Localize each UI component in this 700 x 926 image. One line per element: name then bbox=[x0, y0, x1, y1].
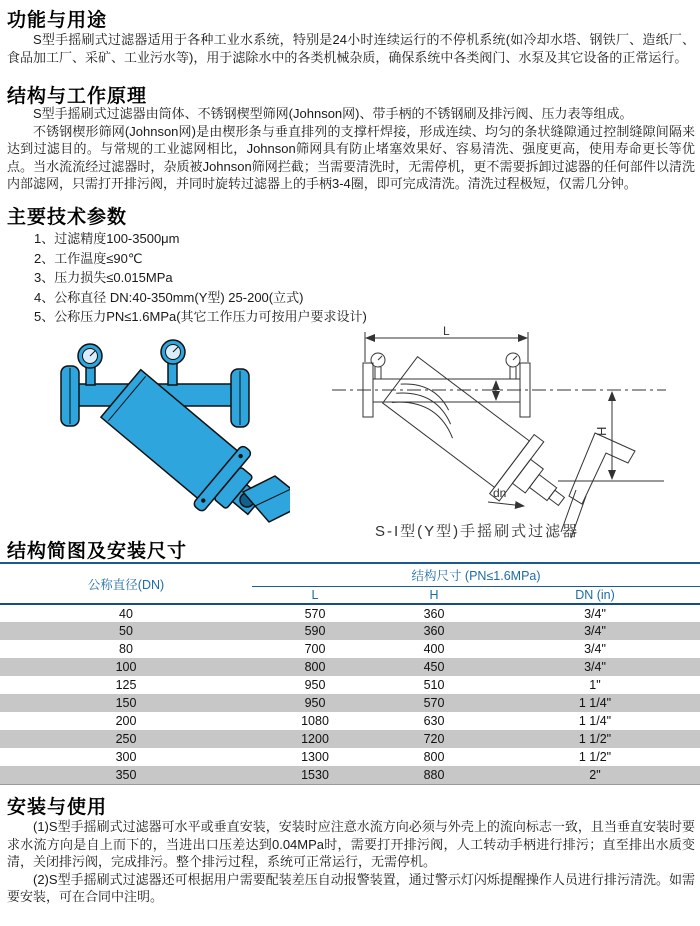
table-cell: 400 bbox=[423, 642, 445, 656]
dim-label-L: L bbox=[443, 324, 450, 338]
table-row bbox=[0, 622, 700, 640]
table-row bbox=[0, 766, 700, 784]
table-cell: 80 bbox=[119, 642, 133, 656]
table-cell: 3/4" bbox=[584, 642, 606, 656]
table-cell: 100 bbox=[115, 660, 137, 674]
function-text: S型手摇刷式过滤器适用于各种工业水系统，特别是24小时连续运行的不停机系统(如冷却水塔、钢铁厂、造纸厂、食品加工厂、采矿、工业污水等)，用于滤除水中的各类机械杂质，确保系统中各类阀门、水泵及其它设备的正常运行。 bbox=[7, 32, 695, 65]
function-paragraph bbox=[7, 31, 695, 66]
col-header-dn: 公称直径(DN) bbox=[87, 577, 165, 592]
table-cell: 590 bbox=[304, 624, 326, 638]
filter-body-graphic bbox=[61, 340, 290, 536]
table-cell: 800 bbox=[304, 660, 326, 674]
col-header-group: 结构尺寸 (PN≤1.6MPa) bbox=[252, 563, 700, 586]
table-cell: 1530 bbox=[301, 767, 329, 782]
table-row bbox=[0, 658, 700, 676]
table-cell: 700 bbox=[304, 642, 326, 656]
table-row bbox=[0, 712, 700, 730]
handle-graphic bbox=[243, 476, 290, 522]
param-item: 3、压力损失≤0.015MPa bbox=[34, 270, 173, 285]
table-header bbox=[0, 563, 700, 604]
table-cell: 1 1/2" bbox=[578, 732, 612, 746]
filter-dimension-drawing bbox=[330, 324, 670, 545]
section-title-install: 安装与使用 bbox=[7, 797, 108, 818]
table-cell: 1 1/4" bbox=[578, 696, 612, 710]
table-cell: 1300 bbox=[301, 750, 329, 764]
param-item: 4、公称直径 DN:40-350mm(Y型) 25-200(立式) bbox=[34, 289, 304, 305]
col-header-L: L bbox=[311, 587, 319, 602]
table-cell: 3/4" bbox=[584, 606, 606, 621]
table-cell: 510 bbox=[423, 678, 445, 692]
tech-params-list bbox=[34, 229, 367, 327]
table-cell: 630 bbox=[423, 714, 445, 728]
table-cell: 570 bbox=[423, 696, 445, 710]
table-cell: 1080 bbox=[301, 714, 329, 728]
table-row bbox=[0, 604, 700, 622]
table-cell: 720 bbox=[423, 732, 445, 746]
table-cell: 1 1/4" bbox=[578, 714, 612, 728]
param-item: 2、工作温度≤90℃ bbox=[34, 250, 143, 266]
table-cell: 250 bbox=[115, 732, 137, 746]
table-row bbox=[0, 730, 700, 748]
table-cell: 40 bbox=[119, 606, 133, 621]
col-header-dn-in: DN (in) bbox=[575, 587, 615, 602]
table-row bbox=[0, 640, 700, 658]
table-cell: 3/4" bbox=[584, 660, 606, 674]
section-title-params: 主要技术参数 bbox=[7, 207, 128, 228]
table-cell: 300 bbox=[115, 750, 137, 764]
table-cell: 2" bbox=[589, 767, 601, 782]
dim-label-H: H bbox=[594, 426, 609, 436]
table-cell: 125 bbox=[115, 678, 137, 692]
table-cell: 1 1/2" bbox=[578, 750, 612, 764]
table-cell: 1" bbox=[589, 678, 601, 692]
table-cell: 950 bbox=[304, 696, 326, 710]
structure-text-2: 不锈钢楔形筛网(Johnson网)是由楔形条与垂直排列的支撑杆焊接，形成连续、均匀的条状缝隙通过控制缝隙间隔来达到过滤目的。与常规的工业滤网相比，Johnson筛网具有防止堵塞效果好、容易清洗、强度更高，使用寿命更长等优点。当水流流经过滤器时，杂质被Johnson筛网拦截；当需要清洗时，无需停机，更不需要拆卸过滤器的任何部件以清洗内部滤网，只需打开排污阀，并同时旋转过滤器上的手柄3-4圈，即可完成清洗。清洗过程极短，仅需几分钟。 bbox=[7, 123, 695, 191]
table-cell: 50 bbox=[119, 624, 133, 638]
table-cell: 950 bbox=[304, 678, 326, 692]
param-item: 5、公称压力PN≤1.6MPa(其它工作压力可按用户要求设计) bbox=[34, 309, 367, 324]
table-cell: 3/4" bbox=[584, 624, 606, 638]
section-title-function: 功能与用途 bbox=[7, 10, 108, 31]
strainer-body-outline bbox=[378, 350, 584, 531]
table-cell: 880 bbox=[423, 767, 445, 782]
table-cell: 150 bbox=[115, 696, 137, 710]
structure-paragraphs bbox=[7, 105, 695, 193]
drawing-caption: S-I型(Y型)手摇刷式过滤器 bbox=[375, 523, 580, 540]
table-row bbox=[0, 748, 700, 766]
table-row bbox=[0, 694, 700, 712]
table-cell: 570 bbox=[304, 606, 326, 621]
table-cell: 350 bbox=[115, 767, 137, 782]
filter-product-illustration bbox=[55, 336, 290, 561]
col-header-H: H bbox=[429, 587, 439, 602]
install-text-2: (2)S型手摇刷式过滤器还可根据用户需要配装差压自动报警装置，通过警示灯闪烁提醒操作人员进行排污清洗。如需要安装，可在合同中注明。 bbox=[7, 871, 695, 904]
install-paragraphs bbox=[7, 818, 695, 906]
structure-text-1: S型手摇刷式过滤器由筒体、不锈钢楔型筛网(Johnson网)、带手柄的不锈钢刷及排污阀、压力表等组成。 bbox=[33, 106, 633, 121]
handle-outline bbox=[569, 433, 635, 504]
table-cell: 800 bbox=[423, 750, 445, 764]
table-body bbox=[0, 604, 700, 784]
dn-arrow bbox=[488, 502, 524, 506]
table-cell: 1200 bbox=[301, 732, 329, 746]
table-cell: 360 bbox=[423, 624, 445, 638]
section-title-drawing: 结构简图及安装尺寸 bbox=[7, 541, 188, 562]
table-row bbox=[0, 676, 700, 694]
dimensions-table bbox=[0, 562, 700, 785]
section-title-structure: 结构与工作原理 bbox=[7, 86, 148, 107]
table-cell: 450 bbox=[423, 660, 445, 674]
table-cell: 200 bbox=[115, 714, 137, 728]
table-cell: 360 bbox=[423, 606, 445, 621]
install-text-1: (1)S型手摇刷式过滤器可水平或垂直安装，安装时应注意水流方向必须与外壳上的流向标志一致，且当垂直安装时要求水流方向是自上而下的，当进出口压差达到0.04MPa时，需要打开排污阀，人工转动手柄进行排污；直至排出水质变清，关闭排污阀，完成排污。整个排污过程，系统可正常运行，无需停机。 bbox=[7, 819, 695, 869]
dim-label-dn: dn bbox=[493, 486, 507, 500]
param-item: 1、过滤精度100-3500μm bbox=[34, 231, 180, 246]
